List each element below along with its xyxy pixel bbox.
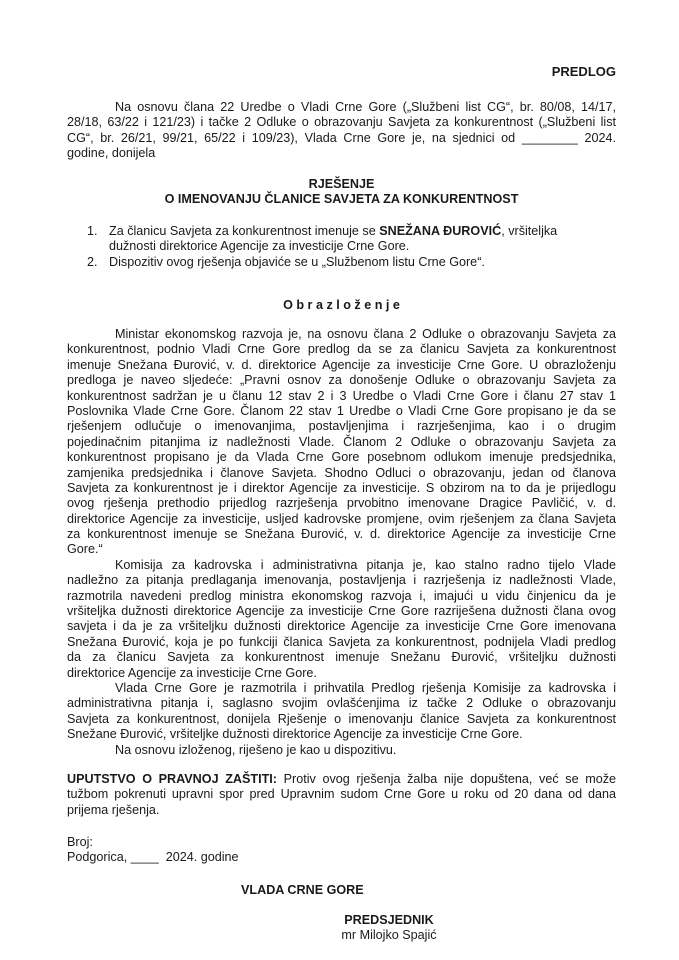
text-line: Snežane Đurović, vršiteljke dužnosti direktorice Agencije za investicije Crne Gore. — [67, 727, 523, 742]
list-text-pre: Za članicu Savjeta za konkurentnost imenuje se — [109, 224, 380, 238]
preamble-line: Na osnovu člana 22 Uredbe o Vladi Crne Gore („Službeni list CG“, br. 80/08, 14/17, — [115, 100, 616, 114]
legal-remedy-text: Protiv ovog rješenja žalba nije dopuštena, već se može — [276, 772, 617, 786]
text-line: zamjenika predsjednika i članove Savjeta. Shodno Odluci o obrazovanju, jedan od članova — [67, 465, 616, 480]
document-title — [67, 177, 616, 208]
reasoning-body — [67, 327, 616, 758]
text-line: konkurentnost propisano je da Vlada Crne Gore posebnom odlukom imenuje predsjednika, — [67, 450, 616, 465]
text-line: konkurentnost sadržan je u članu 12 stav 2 i 3 Uredbe o Vladi Crne Gore i članu 27 stav 1 — [67, 388, 616, 403]
list-item — [87, 224, 616, 255]
title-line-1: RJEŠENJE — [308, 177, 375, 191]
text-line: Na osnovu izloženog, riješeno je kao u dispozitivu. — [115, 742, 397, 757]
text-line: konkurentnost, podnio Vladi Crne Gore predlog da se za članicu Savjeta za konkurentnost — [67, 342, 616, 357]
title-line-2: O IMENOVANJU ČLANICE SAVJETA ZA KONKURENTNOST — [164, 192, 519, 207]
list-number: 1. — [87, 224, 98, 238]
reasoning-paragraph-4 — [67, 743, 616, 758]
text-line: direktorice Agencije za investicije Crne Gore. — [67, 665, 317, 680]
list-item — [87, 255, 616, 271]
reasoning-paragraph-3 — [67, 681, 616, 743]
legal-remedy-label: UPUTSTVO O PRAVNOJ ZAŠTITI: — [67, 772, 277, 786]
text-line: Komisija za kadrovska i administrativna pitanja je, kao stalno radno tijelo Vlade — [115, 557, 616, 572]
text-line: Gore.“ — [67, 542, 103, 557]
text-line: direktorice Agencije za investicije, uslјed kadrovske promjene, ovim rješenjem za člana Savjeta — [67, 511, 616, 526]
text-line: Ministar ekonomskog razvoja je, na osnovu člana 2 Odluke o obrazovanju Savjeta za — [115, 327, 616, 341]
list-text: Dispozitiv ovog rješenja objaviće se u „Službenom listu Crne Gore“. — [109, 255, 485, 269]
legal-remedy-line-1 — [67, 772, 616, 787]
text-line: pojedinačnim pitanjima iz nadležnosti Vlade. Članom 2 Odluke o obrazovanju Savjeta za — [67, 434, 616, 449]
legal-remedy-line-3: prijema rješenja. — [67, 802, 160, 817]
reasoning-paragraph-2 — [67, 558, 616, 681]
text-line: za konkurentnost imenuje se Snežana Đurović, v. d. direktorice Agencije za investicije Crne — [67, 527, 616, 542]
list-text-line2: dužnosti direktorice Agencije za investicije Crne Gore. — [109, 239, 410, 254]
list-text-post: , vršiteljka — [501, 224, 558, 238]
text-line: razmotrila navedeni predlog ministra ekonomskog razvoja i, imajući u vidu činjenicu da je — [67, 588, 616, 603]
preamble-line: 28/18, 63/22 i 121/23) i tačke 2 Odluke o obrazovanju Savjeta za konkurentnost („Službeni list — [67, 115, 616, 130]
text-line: Savjeta za konkurentnost je i direktor Agencije za investicije. S obzirom na to da je prijedlogu — [67, 480, 616, 495]
list-text — [109, 224, 557, 255]
signature-block — [329, 913, 449, 943]
legal-remedy — [67, 772, 616, 818]
text-line: Vlada Crne Gore je razmotrila i prihvatila Predlog rješenja Komisije za kadrovska i — [115, 680, 616, 695]
text-line: imenuje Snežana Đurović, v. d. direktorice Agencije za investicije Crne Gore. U obrazloženju — [67, 357, 616, 372]
reasoning-heading: O b r a z l o ž e n j e — [283, 298, 400, 312]
text-line: savjeta i da je za vršiteljku dužnosti direktorice Agencije za investicije Crne Gore imenovana — [67, 619, 616, 634]
appointee-name: SNEŽANA ĐUROVIĆ — [379, 224, 502, 238]
preamble-line: CG“, br. 26/21, 99/21, 65/22 i 109/23), Vlada Crne Gore je, na sjednici od ________ 2024. — [67, 130, 616, 145]
dispositive-list — [87, 224, 616, 271]
text-line: administrativna pitanja i, saglasno svojim ovlašćenjima iz tačke 2 Odluke o obrazovanju — [67, 696, 616, 711]
signatory-name: mr Milojko Spajić — [341, 928, 437, 942]
text-line: rješenjem odlučuje o imenovanjima, postavljenjima i razrješenjima, kao i o drugim — [67, 419, 616, 434]
text-line: Savjeta za konkurentnost, donijela Rješenje o imenovanju članice Savjeta za konkurentnost — [67, 711, 616, 726]
legal-remedy-line-2: tužbom pokrenuti upravni spor pred Upravnim sudom Crne Gore u roku od 20 dana od dana — [67, 787, 616, 802]
place-date: Podgorica, ____ 2024. godine — [67, 850, 239, 865]
preamble-line: godine, donijela — [67, 146, 156, 161]
reasoning-paragraph-1 — [67, 327, 616, 558]
list-number: 2. — [87, 255, 98, 269]
text-line: vršiteljka dužnosti direktorice Agencije za investicije Crne Gore razriješena dužnosti člana ovog — [67, 604, 616, 619]
text-line: da za članicu Savjeta za konkurentnost imenuje Snežanu Đurović, vršiteljku dužnosti — [67, 650, 616, 665]
preamble — [67, 100, 616, 162]
text-line: ovog rješenja prethodio prijedlog razrješenja prvobitno imenovane Dragice Pavličić, v. d. — [67, 496, 616, 511]
number-label: Broj: — [67, 835, 93, 849]
footer-meta — [67, 835, 239, 866]
text-line: nadležno za pitanja predlaganja imenovanja, postavljenja i razrješenja iz nadležnosti Vlade, — [67, 573, 616, 588]
text-line: predloga je naveo sljedeće: „Pravni osnov za donošenje Odluke o obrazovanju Savjeta za — [67, 373, 616, 388]
text-line: Snežana Đurović, koja je po funkciji članica Savjeta za konkurentnost, podnijela Vladi predlog — [67, 634, 616, 649]
signatory-title: PREDSJEDNIK — [344, 913, 434, 927]
government-name: VLADA CRNE GORE — [241, 883, 364, 897]
proposal-label: PREDLOG — [551, 64, 616, 79]
text-line: Poslovnika Vlade Crne Gore. Članom 22 stav 1 Uredbe o Vladi Crne Gore propisano je da se — [67, 403, 616, 418]
